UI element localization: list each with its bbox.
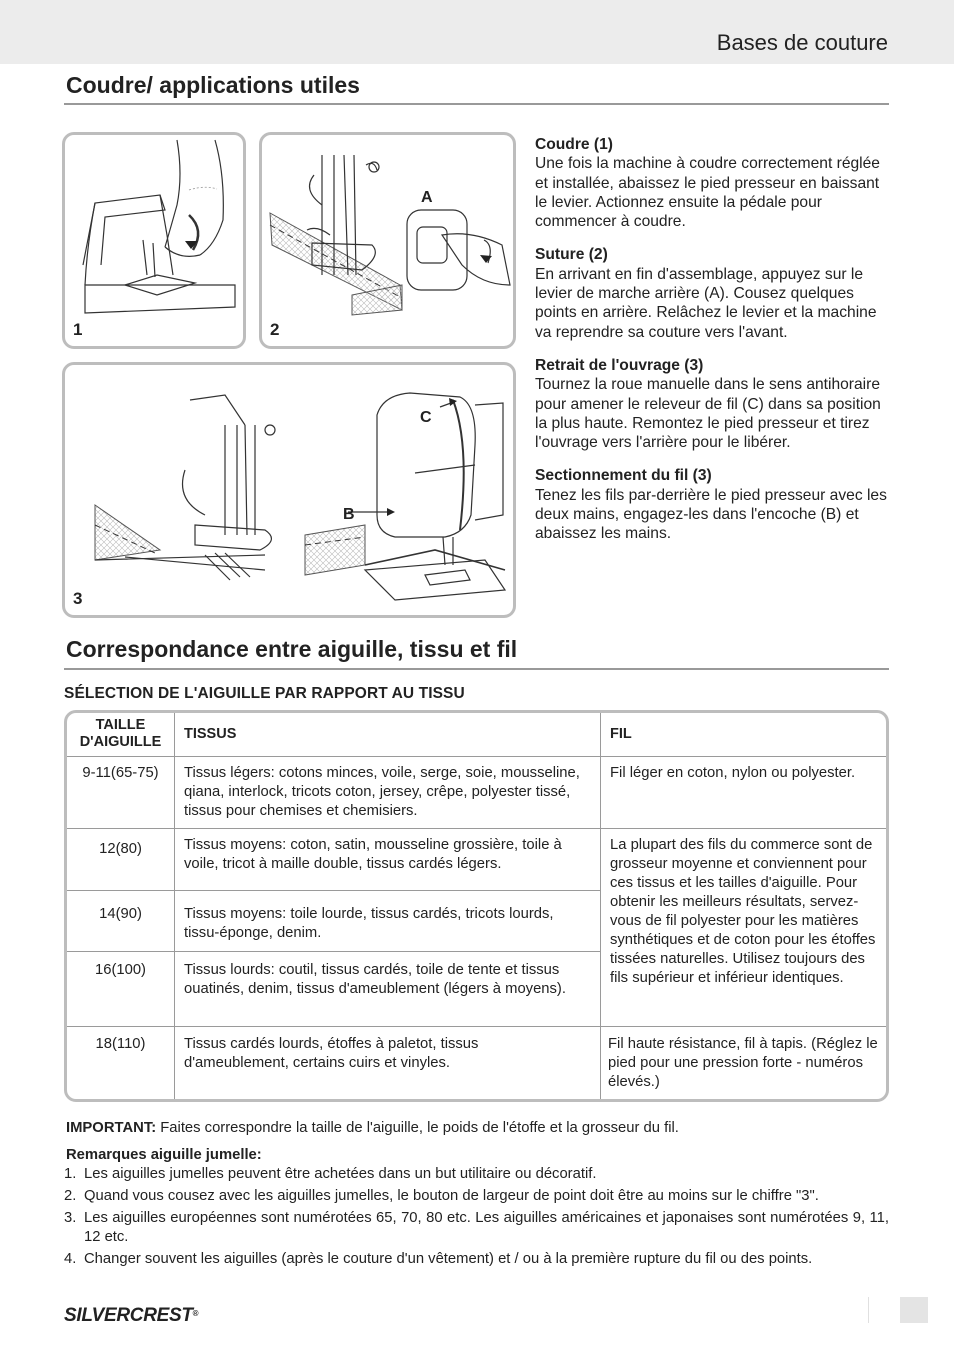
- paragraph-title: Retrait de l'ouvrage (3): [535, 356, 704, 374]
- table-divider: [67, 951, 600, 952]
- heading-sewing-applications: Coudre/ applications utiles: [66, 72, 360, 98]
- figure-2-illustration: [262, 135, 513, 346]
- header-needle-size-line2: D'AIGUILLE: [79, 734, 162, 750]
- cell-fabric: Tissus moyens: toile lourde, tissus cardés, tricots lourds, tissu-éponge, denim.: [184, 906, 554, 941]
- needle-selection-table: [64, 710, 889, 1102]
- brand-name: SILVERCREST: [64, 1305, 193, 1326]
- list-item: [64, 1165, 889, 1184]
- paragraph-title: Sectionnement du fil (3): [535, 467, 712, 485]
- paragraph-backstitch: [535, 245, 895, 341]
- table-divider: [67, 828, 889, 829]
- table-divider: [67, 890, 600, 891]
- figure-1-number: 1: [73, 320, 83, 339]
- list-item-text: Changer souvent les aiguilles (après le couture d'un vêtement) et / ou à la première rupture du fil ou des points.: [84, 1250, 813, 1267]
- header-needle-size-line1: TAILLE: [95, 717, 146, 733]
- cell-fabric: Tissus légers: cotons minces, voile, serge, soie, mousseline, qiana, interlock, tricots coton, jersey, crêpe, polyester tissé, tissus pour chemises et chemisiers.: [184, 765, 580, 819]
- cell-fabric: Tissus moyens: coton, satin, mousseline grossière, toile à voile, tricot à maille double, tissus cardés légers.: [184, 837, 562, 872]
- figure-2-label-a: A: [421, 189, 433, 206]
- remarks-list: [64, 1165, 889, 1272]
- important-text: Faites correspondre la taille de l'aiguille, le poids de l'étoffe et la grosseur du fil.: [160, 1120, 679, 1136]
- list-item-text: Les aiguilles jumelles peuvent être achetées dans un but utilitaire ou décoratif.: [84, 1166, 597, 1182]
- figure-2-number: 2: [270, 320, 280, 339]
- paragraph-remove-work: [535, 356, 895, 452]
- cell-fabric: Tissus lourds: coutil, tissus cardés, toile de tente et tissus ouatinés, denim, tissus d'ameublement (légers à moyens).: [184, 962, 566, 997]
- figure-1-illustration: [65, 135, 243, 346]
- paragraph-title: Coudre (1): [535, 136, 613, 153]
- registered-mark: ®: [192, 1309, 199, 1318]
- figure-2-reverse-lever: [259, 132, 516, 349]
- heading-rule: [64, 668, 889, 670]
- list-item-number: 2.: [64, 1188, 77, 1204]
- figure-1-lower-presser-foot: [62, 132, 246, 349]
- cell-size: 16(100): [94, 962, 146, 978]
- list-item: [64, 1250, 889, 1269]
- page-marker-line: [868, 1297, 869, 1323]
- important-label: IMPORTANT:: [66, 1120, 157, 1136]
- paragraph-body: Tournez la roue manuelle dans le sens antihoraire pour amener le releveur de fil (C) dans sa position la plus haute. Remontez le pied presseur et tirez l'ouvrage vers l'arrière pour le libérer.: [535, 376, 881, 452]
- list-item-number: 4.: [64, 1250, 77, 1267]
- cell-thread: Fil haute résistance, fil à tapis. (Réglez le pied pour une pression forte - numéros élevés.): [608, 1036, 878, 1090]
- paragraph-sewing: [535, 135, 895, 231]
- paragraph-body: Une fois la machine à coudre correctement réglée et installée, abaissez le pied presseur en baissant le levier. Actionnez ensuite la pédale pour commencer à coudre.: [535, 155, 880, 231]
- header-needle-size: [67, 717, 174, 751]
- table-divider: [174, 713, 175, 1102]
- figure-3-label-b: B: [343, 506, 355, 523]
- list-item-text: Quand vous cousez avec les aiguilles jumelles, le bouton de largeur de point doit être au moins sur le chiffre "3".: [84, 1188, 819, 1204]
- cell-size: 14(90): [99, 906, 142, 922]
- cell-size: 18(110): [95, 1036, 146, 1052]
- figure-3-number: 3: [73, 589, 83, 608]
- cell-fabric: Tissus cardés lourds, étoffes à paletot, tissus d'ameublement, certains cuirs et vinyles.: [184, 1036, 479, 1071]
- page-marker-box: [900, 1297, 928, 1323]
- list-item-text: Les aiguilles européennes sont numérotées 65, 70, 80 etc. Les aiguilles américaines et japonaises sont numérotées 9, 11, 12 etc.: [84, 1210, 889, 1245]
- section-title: Bases de couture: [716, 30, 888, 55]
- list-item-number: 3.: [64, 1210, 77, 1226]
- table-divider: [600, 713, 601, 1102]
- paragraph-title: Suture (2): [535, 246, 608, 264]
- cell-thread: Fil léger en coton, nylon ou polyester.: [610, 765, 856, 781]
- important-note: [66, 1120, 679, 1136]
- heading-rule: [64, 103, 889, 105]
- cell-thread-merged: La plupart des fils du commerce sont de grosseur moyenne et conviennent pour ces tissus et les tailles d'aiguille. Pour obtenir les meilleurs résultats, servez-vous de fil polyester pour les matières synthétiques et de coton pour les étoffes tissées naturelles. Utilisez toujours des fils supérieur et inférieur identiques.: [610, 837, 876, 986]
- table-divider: [67, 1026, 889, 1027]
- remarks-title: Remarques aiguille jumelle:: [66, 1147, 262, 1163]
- table-subtitle: SÉLECTION DE L'AIGUILLE PAR RAPPORT AU TISSU: [64, 685, 465, 702]
- paragraph-body: En arrivant en fin d'assemblage, appuyez sur le levier de marche arrière (A). Cousez quelques points en arrière. Relâchez le levier et la machine va reprendre sa couture vers l'avant.: [535, 265, 877, 341]
- paragraph-cut-thread: [535, 466, 895, 543]
- list-item-number: 1.: [64, 1166, 77, 1182]
- brand-logo: [64, 1305, 198, 1327]
- figure-3-label-c: C: [420, 409, 432, 426]
- figure-3-illustration: [65, 365, 513, 615]
- heading-needle-fabric-thread: Correspondance entre aiguille, tissu et fil: [66, 636, 518, 662]
- cell-size: 9-11(65-75): [82, 765, 159, 781]
- header-fabric: TISSUS: [184, 726, 237, 742]
- instructions-column: [535, 135, 895, 558]
- list-item: [64, 1209, 889, 1246]
- list-item: [64, 1187, 889, 1206]
- cell-size: 12(80): [99, 841, 142, 857]
- header-thread: FIL: [610, 726, 632, 742]
- figure-3-remove-work: [62, 362, 516, 618]
- table-divider: [67, 756, 889, 757]
- paragraph-body: Tenez les fils par-derrière le pied presseur avec les deux mains, engagez-les dans l'encoche (B) et abaissez les mains.: [535, 486, 887, 543]
